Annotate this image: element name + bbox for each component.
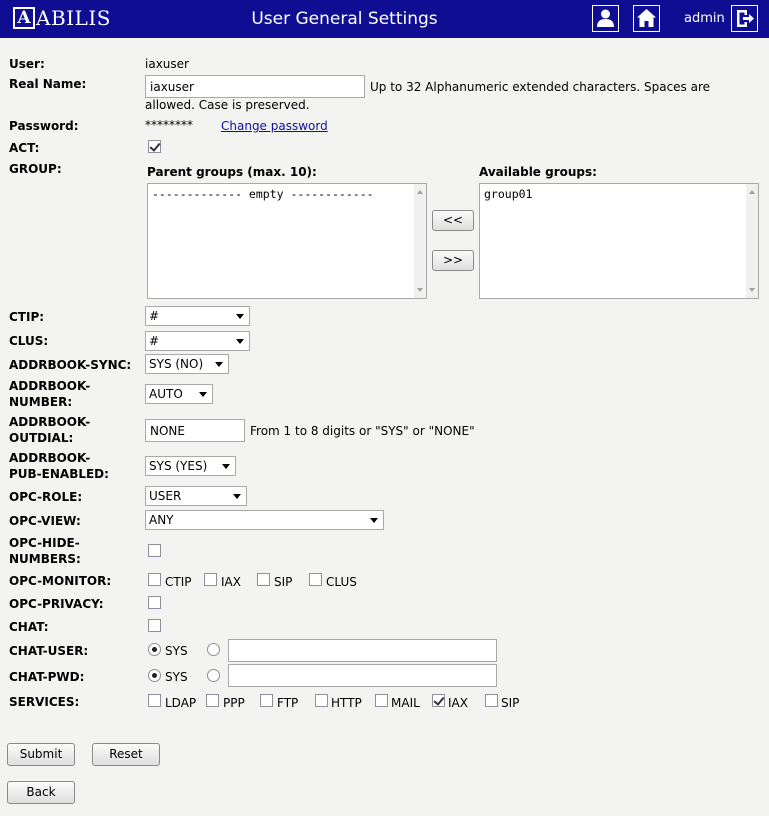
add-group-button[interactable]: << bbox=[432, 210, 474, 231]
chevron-down-icon bbox=[199, 392, 207, 397]
service-http-label: HTTP bbox=[331, 696, 362, 710]
service-mail-checkbox[interactable] bbox=[375, 694, 388, 707]
opc-privacy-label: OPC-PRIVACY: bbox=[9, 597, 104, 611]
clus-value: # bbox=[149, 334, 160, 348]
opc-monitor-iax-label: IAX bbox=[221, 575, 241, 589]
addrbook-pub-enabled-value: SYS (YES) bbox=[149, 459, 208, 473]
addrbook-outdial-input[interactable] bbox=[145, 419, 245, 442]
list-item[interactable]: group01 bbox=[484, 187, 533, 201]
opc-hide-numbers-label-1: OPC-HIDE- bbox=[9, 536, 80, 550]
opc-hide-numbers-label-2: NUMBERS: bbox=[9, 552, 81, 566]
opc-view-value: ANY bbox=[149, 513, 174, 527]
real-name-hint-line1: Up to 32 Alphanumeric extended characters. Spaces are bbox=[370, 80, 711, 94]
opc-role-label: OPC-ROLE: bbox=[9, 490, 83, 504]
list-item[interactable]: ------------- empty ------------ bbox=[152, 187, 374, 201]
chat-pwd-custom-radio[interactable] bbox=[207, 669, 220, 682]
chevron-down-icon bbox=[370, 518, 378, 523]
password-label: Password: bbox=[9, 119, 79, 133]
opc-monitor-label: OPC-MONITOR: bbox=[9, 574, 112, 588]
remove-group-button[interactable]: >> bbox=[432, 250, 474, 271]
chevron-down-icon bbox=[233, 494, 241, 499]
opc-monitor-sip-label: SIP bbox=[274, 575, 293, 589]
addrbook-sync-select[interactable] bbox=[145, 354, 229, 374]
act-checkbox[interactable] bbox=[148, 140, 161, 153]
chat-pwd-sys-radio[interactable] bbox=[148, 669, 161, 682]
addrbook-sync-label: ADDRBOOK-SYNC: bbox=[9, 358, 132, 372]
service-mail-label: MAIL bbox=[391, 696, 420, 710]
opc-view-label: OPC-VIEW: bbox=[9, 514, 81, 528]
service-ftp-label: FTP bbox=[277, 696, 299, 710]
chat-user-sys-radio[interactable] bbox=[148, 643, 161, 656]
addrbook-number-select[interactable] bbox=[145, 384, 213, 404]
scroll-down-icon[interactable] bbox=[417, 288, 423, 292]
back-button[interactable]: Back bbox=[7, 781, 75, 804]
addrbook-number-label-2: NUMBER: bbox=[9, 395, 73, 409]
addrbook-pub-label-1: ADDRBOOK- bbox=[9, 451, 91, 465]
logout-icon[interactable] bbox=[731, 5, 758, 32]
chat-pwd-label: CHAT-PWD: bbox=[9, 670, 85, 684]
opc-role-value: USER bbox=[149, 489, 182, 503]
opc-hide-numbers-checkbox[interactable] bbox=[148, 544, 161, 557]
available-groups-list[interactable] bbox=[479, 183, 759, 299]
parent-groups-list[interactable] bbox=[147, 183, 427, 299]
user-icon[interactable] bbox=[592, 5, 619, 32]
chat-user-input[interactable] bbox=[228, 639, 497, 662]
addrbook-outdial-label-1: ADDRBOOK- bbox=[9, 415, 91, 429]
opc-monitor-sip-checkbox[interactable] bbox=[257, 573, 270, 586]
group-label: GROUP: bbox=[9, 162, 62, 176]
opc-privacy-checkbox[interactable] bbox=[148, 596, 161, 609]
chat-checkbox[interactable] bbox=[148, 619, 161, 632]
ctip-label: CTIP: bbox=[9, 310, 45, 324]
opc-monitor-iax-checkbox[interactable] bbox=[204, 573, 217, 586]
user-value: iaxuser bbox=[145, 57, 189, 71]
scroll-up-icon[interactable] bbox=[749, 190, 755, 194]
addrbook-sync-value: SYS (NO) bbox=[149, 357, 204, 371]
opc-monitor-clus-label: CLUS bbox=[326, 575, 357, 589]
chat-pwd-input[interactable] bbox=[228, 664, 497, 687]
opc-view-select[interactable] bbox=[145, 510, 384, 530]
opc-monitor-ctip-label: CTIP bbox=[165, 575, 192, 589]
chevron-down-icon bbox=[222, 464, 230, 469]
password-masked: ******** bbox=[145, 118, 193, 132]
service-sip-label: SIP bbox=[501, 696, 520, 710]
chevron-down-icon bbox=[236, 314, 244, 319]
clus-label: CLUS: bbox=[9, 334, 49, 348]
service-sip-checkbox[interactable] bbox=[485, 694, 498, 707]
opc-monitor-clus-checkbox[interactable] bbox=[309, 573, 322, 586]
addrbook-outdial-hint: From 1 to 8 digits or "SYS" or "NONE" bbox=[250, 424, 475, 438]
change-password-link[interactable]: Change password bbox=[221, 119, 328, 133]
addrbook-number-label-1: ADDRBOOK- bbox=[9, 379, 91, 393]
submit-button[interactable]: Submit bbox=[7, 743, 75, 766]
addrbook-number-value: AUTO bbox=[149, 387, 183, 401]
logo-text: ABILIS bbox=[36, 6, 111, 30]
service-ppp-label: PPP bbox=[223, 696, 245, 710]
service-ldap-label: LDAP bbox=[165, 696, 197, 710]
real-name-input[interactable] bbox=[145, 75, 365, 98]
username-label: admin bbox=[684, 11, 725, 26]
service-ppp-checkbox[interactable] bbox=[206, 694, 219, 707]
reset-button[interactable]: Reset bbox=[92, 743, 160, 766]
scroll-down-icon[interactable] bbox=[749, 288, 755, 292]
chevron-down-icon bbox=[215, 362, 223, 367]
page-title: User General Settings bbox=[251, 9, 438, 29]
logo-letter: A bbox=[13, 7, 35, 29]
service-ftp-checkbox[interactable] bbox=[260, 694, 273, 707]
services-label: SERVICES: bbox=[9, 695, 80, 709]
chat-user-sys-label: SYS bbox=[165, 644, 188, 658]
chat-label: CHAT: bbox=[9, 620, 49, 634]
chat-pwd-sys-label: SYS bbox=[165, 670, 188, 684]
opc-monitor-ctip-checkbox[interactable] bbox=[148, 573, 161, 586]
clus-select[interactable] bbox=[145, 331, 250, 351]
scroll-up-icon[interactable] bbox=[417, 190, 423, 194]
service-iax-checkbox[interactable] bbox=[432, 694, 445, 707]
available-groups-title: Available groups: bbox=[479, 165, 597, 179]
chat-user-custom-radio[interactable] bbox=[207, 643, 220, 656]
scrollbar[interactable] bbox=[414, 184, 426, 298]
addrbook-outdial-label-2: OUTDIAL: bbox=[9, 431, 74, 445]
service-iax-label: IAX bbox=[448, 696, 468, 710]
act-label: ACT: bbox=[9, 141, 40, 155]
real-name-label: Real Name: bbox=[9, 77, 87, 91]
ctip-select[interactable] bbox=[145, 306, 250, 326]
parent-groups-title: Parent groups (max. 10): bbox=[147, 165, 317, 179]
home-icon[interactable] bbox=[633, 5, 660, 32]
chevron-down-icon bbox=[236, 339, 244, 344]
scrollbar[interactable] bbox=[746, 184, 758, 298]
ctip-value: # bbox=[149, 309, 160, 323]
user-label: User: bbox=[9, 57, 45, 71]
service-ldap-checkbox[interactable] bbox=[148, 694, 161, 707]
real-name-hint-line2: allowed. Case is preserved. bbox=[145, 98, 310, 112]
addrbook-pub-label-2: PUB-ENABLED: bbox=[9, 467, 109, 481]
opc-role-select[interactable] bbox=[145, 486, 247, 506]
chat-user-label: CHAT-USER: bbox=[9, 644, 89, 658]
header-bar bbox=[0, 0, 769, 38]
addrbook-pub-enabled-select[interactable] bbox=[145, 456, 236, 476]
service-http-checkbox[interactable] bbox=[315, 694, 328, 707]
